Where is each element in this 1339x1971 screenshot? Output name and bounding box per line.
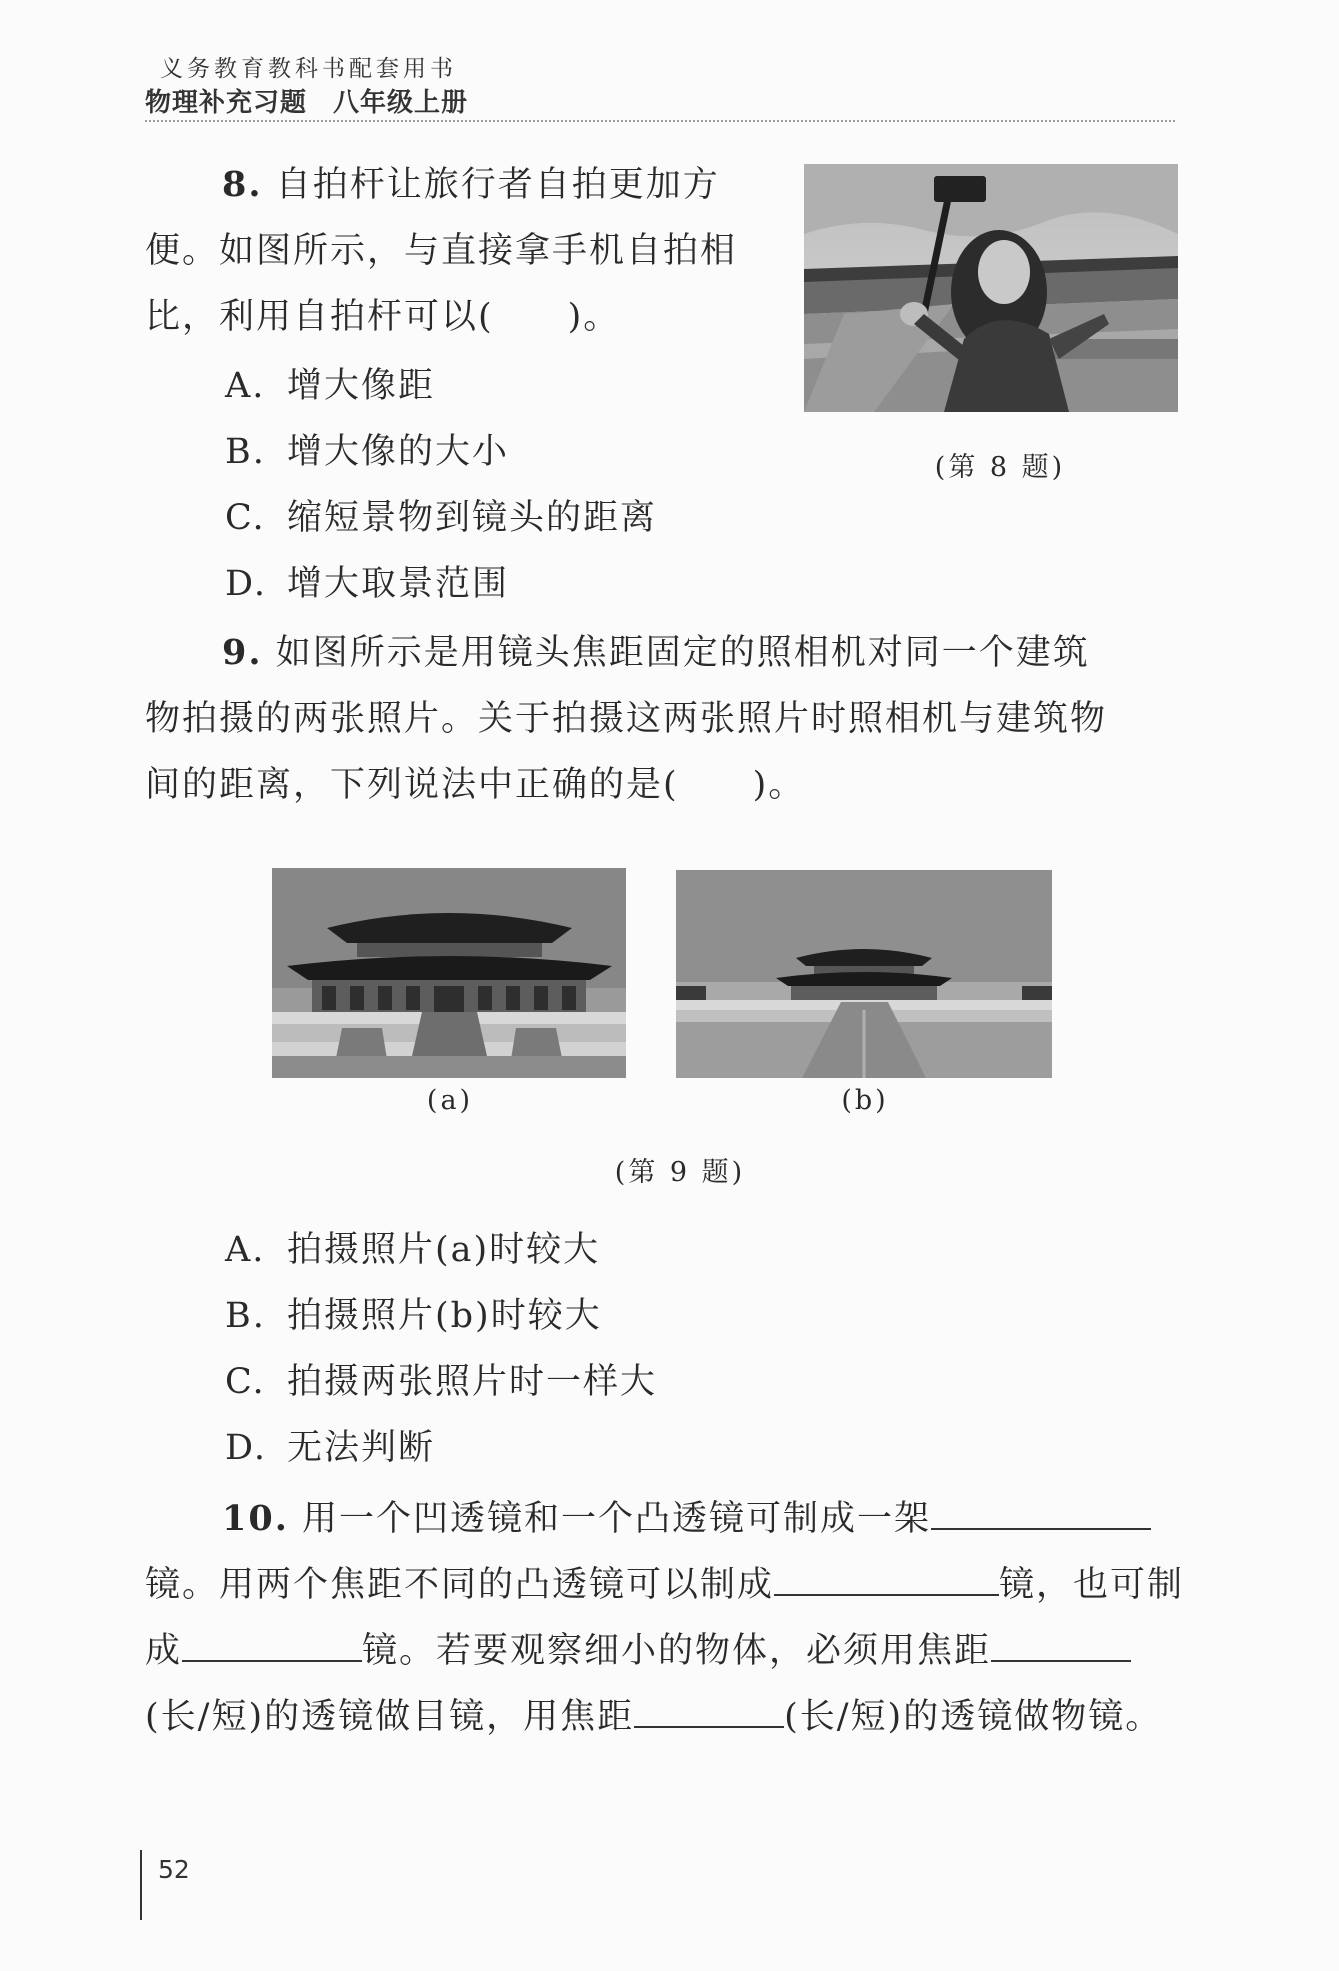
q8-option-a xyxy=(225,358,435,408)
option-key: A. xyxy=(225,366,266,406)
q8-line-3: 比，利用自拍杆可以( )。 xyxy=(145,297,621,337)
option-text: 拍摄两张照片时一样大 xyxy=(287,1362,658,1402)
q8-option-c xyxy=(225,490,657,540)
option-key: A. xyxy=(225,1230,266,1270)
q10-line-4 xyxy=(145,1684,1162,1750)
q9-option-b xyxy=(225,1288,602,1338)
q10-text-3a: 成 xyxy=(145,1631,183,1671)
blank-2[interactable] xyxy=(774,1560,999,1596)
q9-option-c xyxy=(225,1354,657,1404)
page-number-bar xyxy=(140,1850,142,1920)
option-key: B. xyxy=(225,432,266,472)
q8-line-2: 便。如图所示，与直接拿手机自拍相 xyxy=(145,231,738,271)
photo-a-close xyxy=(272,868,626,1078)
option-text: 拍摄照片(a)时较大 xyxy=(287,1230,601,1270)
option-text: 无法判断 xyxy=(287,1428,436,1468)
q9-number: 9. xyxy=(222,632,263,673)
option-key: D. xyxy=(225,564,267,604)
option-key: D. xyxy=(225,1428,267,1468)
q10-line-2 xyxy=(145,1552,1184,1618)
q10-number: 10. xyxy=(222,1498,289,1539)
option-key: C. xyxy=(225,1362,266,1402)
q9-option-d xyxy=(225,1420,435,1470)
page-number: 52 xyxy=(158,1855,190,1884)
blank-4[interactable] xyxy=(991,1626,1131,1662)
option-key: B. xyxy=(225,1296,266,1336)
blank-5[interactable] xyxy=(634,1692,784,1728)
q9-option-a xyxy=(225,1222,600,1272)
q8-number: 8. xyxy=(222,164,263,205)
series-title: 义务教育教科书配套用书 xyxy=(160,56,457,82)
grade-label: 八年级上册 xyxy=(333,88,469,118)
photo-b-far xyxy=(676,870,1052,1078)
photo-a-label: (a) xyxy=(426,1085,474,1116)
option-text: 增大像距 xyxy=(287,366,436,406)
selfie-stick-photo xyxy=(804,164,1178,412)
book-title xyxy=(145,82,468,119)
blank-1[interactable] xyxy=(931,1494,1151,1530)
q10-text-2b: 镜，也可制 xyxy=(999,1565,1185,1605)
q10-text-2a: 镜。用两个焦距不同的凸透镜可以制成 xyxy=(145,1565,775,1605)
q8-option-b xyxy=(225,424,509,474)
book-name: 物理补充习题 xyxy=(145,88,308,118)
q8-option-d xyxy=(225,556,509,606)
q10-line-1 xyxy=(222,1486,1151,1552)
q9-text-1: 如图所示是用镜头焦距固定的照相机对同一个建筑 xyxy=(275,633,1090,673)
q8-caption: (第 8 题) xyxy=(934,452,1066,483)
option-text: 增大取景范围 xyxy=(287,564,510,604)
q10-text-4b: (长/短)的透镜做物镜。 xyxy=(784,1697,1163,1737)
photo-b-label: (b) xyxy=(841,1085,889,1116)
q8-text-1: 自拍杆让旅行者自拍更加方 xyxy=(275,165,720,205)
q9-line-2: 物拍摄的两张照片。关于拍摄这两张照片时照相机与建筑物 xyxy=(145,699,1108,739)
option-text: 增大像的大小 xyxy=(287,432,510,472)
q10-text-4a: (长/短)的透镜做目镜，用焦距 xyxy=(145,1697,635,1737)
option-key: C. xyxy=(225,498,266,538)
blank-3[interactable] xyxy=(182,1626,362,1662)
q10-line-3 xyxy=(145,1618,1131,1684)
q8-line-1 xyxy=(222,152,720,218)
q10-text-1: 用一个凹透镜和一个凸透镜可制成一架 xyxy=(302,1499,932,1539)
q9-line-1 xyxy=(222,620,1090,686)
q9-caption: (第 9 题) xyxy=(614,1157,746,1188)
q9-line-3: 间的距离，下列说法中正确的是( )。 xyxy=(145,765,806,805)
option-text: 拍摄照片(b)时较大 xyxy=(287,1296,602,1336)
q10-text-3b: 镜。若要观察细小的物体，必须用焦距 xyxy=(362,1631,992,1671)
option-text: 缩短景物到镜头的距离 xyxy=(287,498,658,538)
header-divider xyxy=(145,120,1175,122)
